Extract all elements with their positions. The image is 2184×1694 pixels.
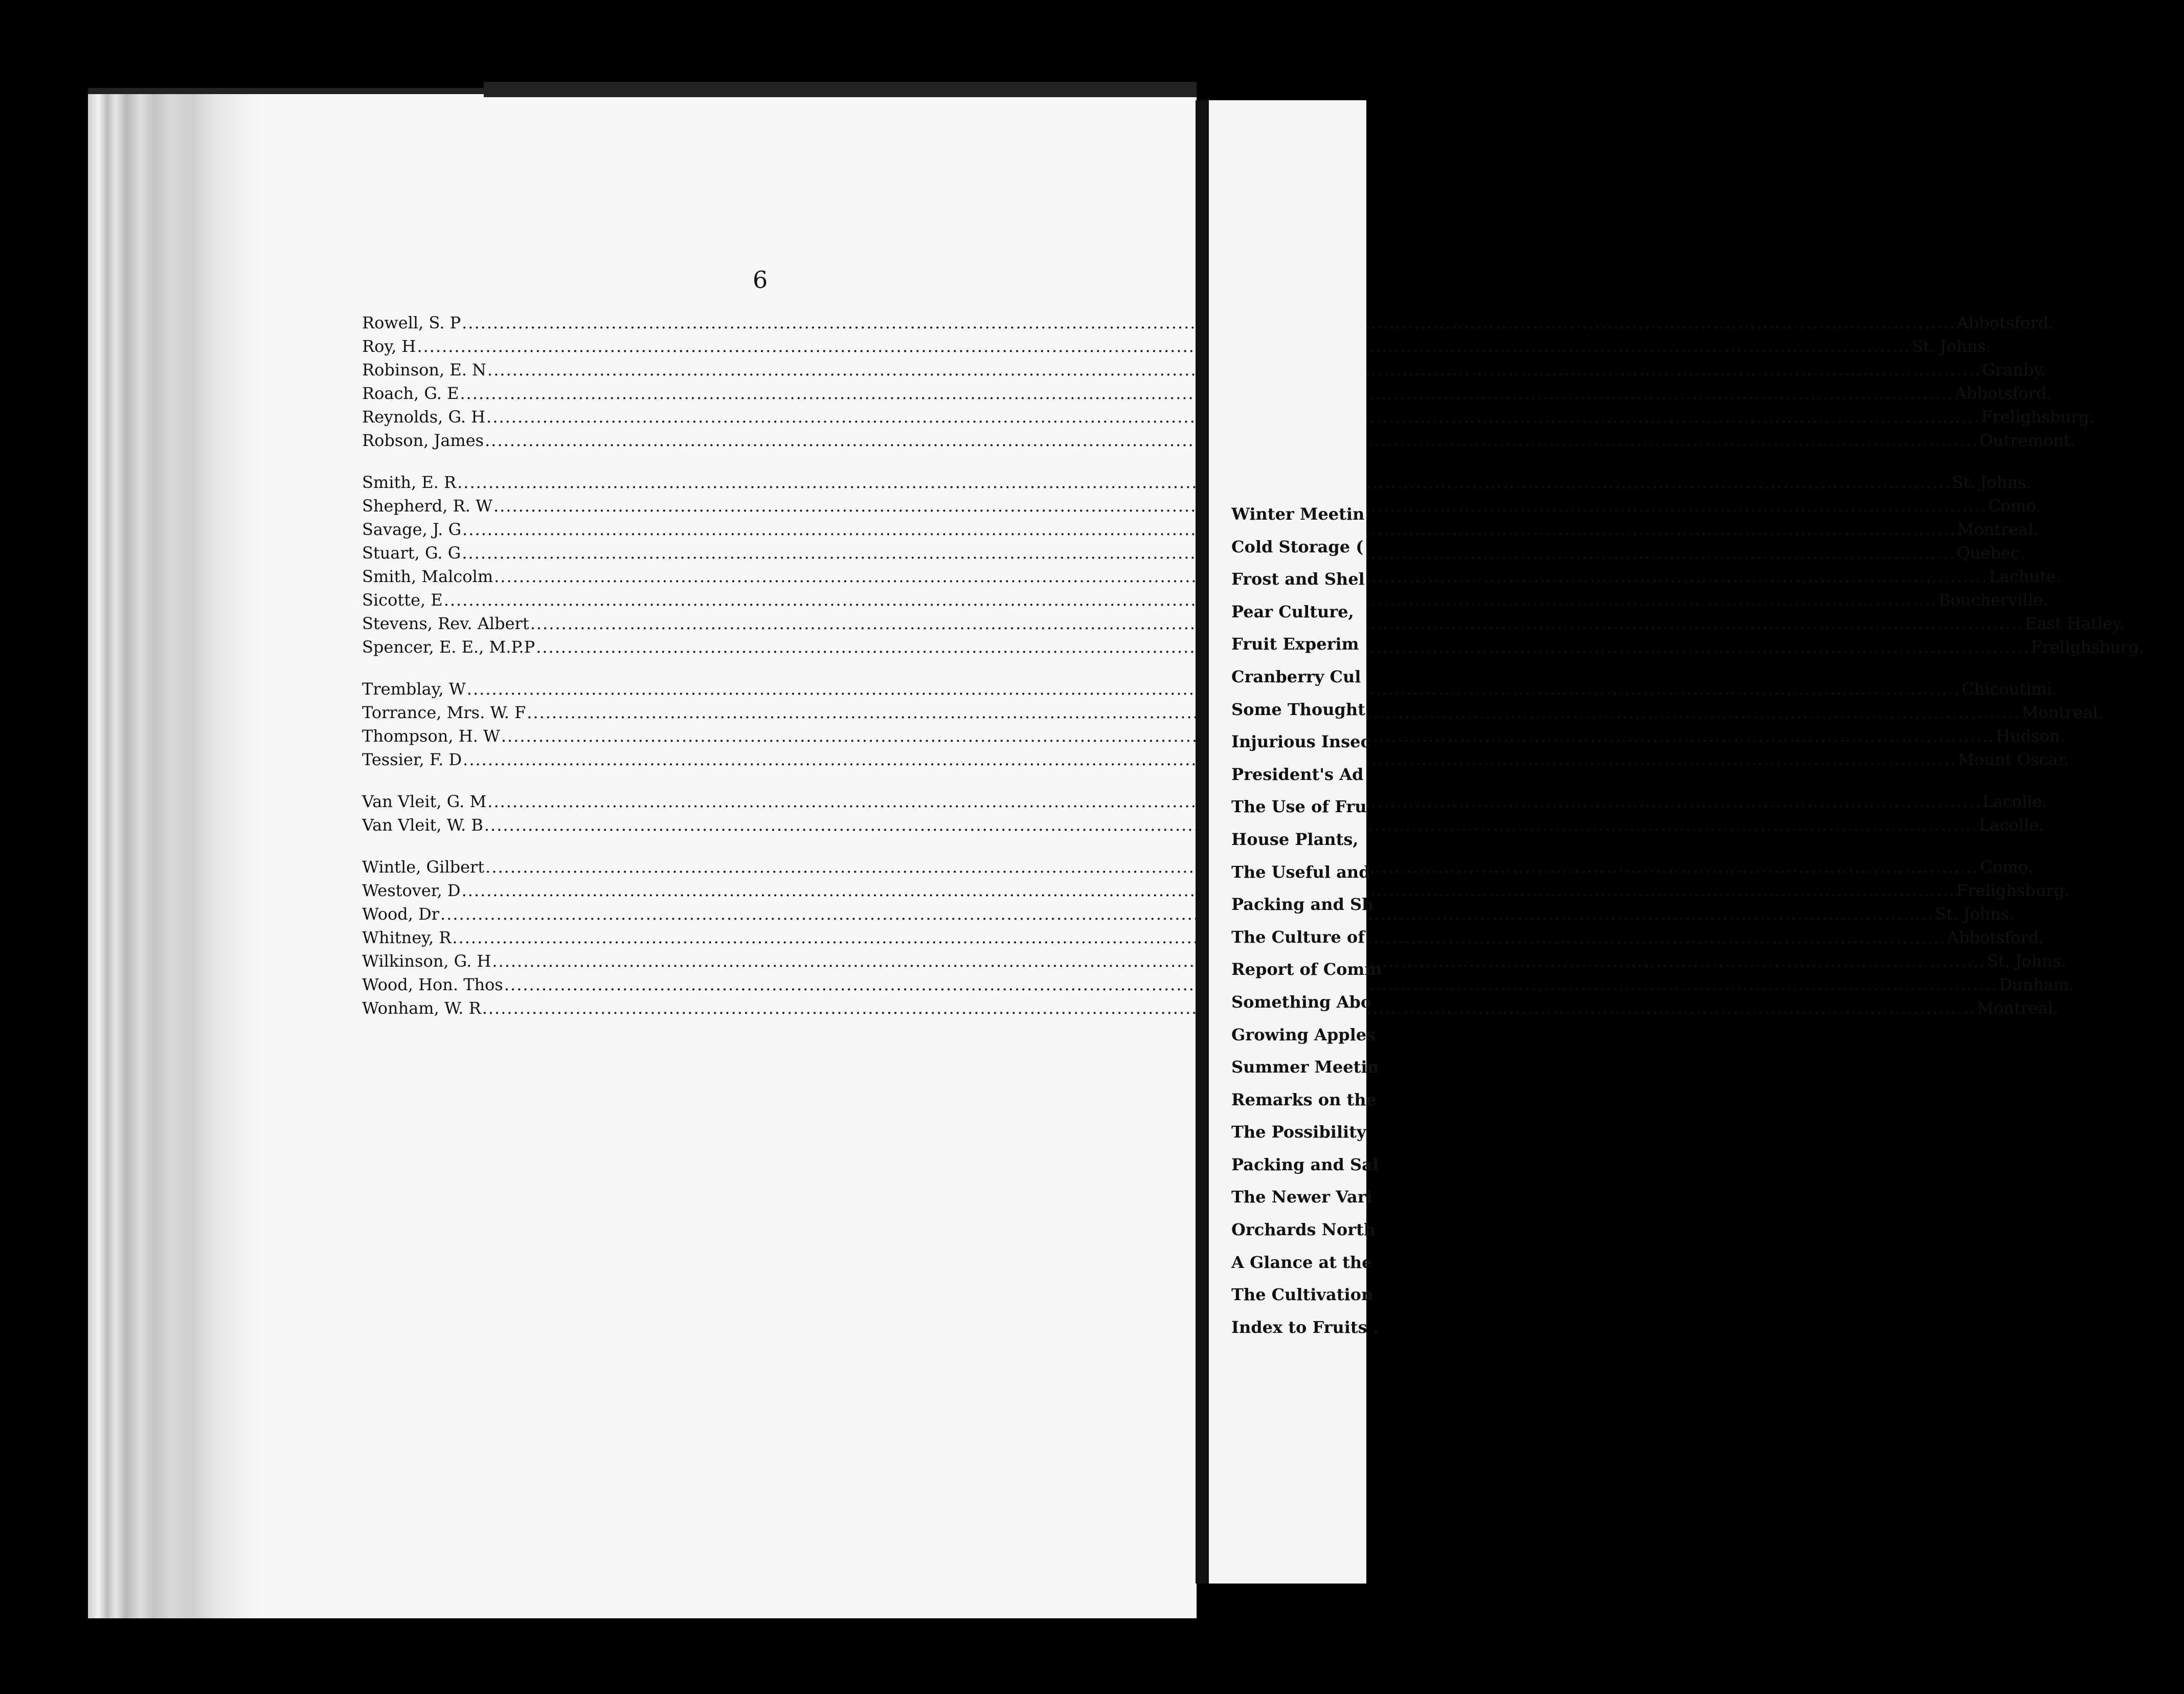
member-place: Montreal.	[1957, 520, 2039, 539]
member-name: Spencer, E. E., M.P.P	[362, 637, 535, 657]
member-place: Como.	[1980, 857, 2033, 877]
toc-entry: Fruit Experim	[1231, 634, 1359, 654]
list-item	[362, 313, 2054, 337]
group-spacer	[362, 839, 1022, 857]
toc-entry: Something Abo	[1231, 992, 1372, 1012]
member-place: Boucherville.	[1938, 590, 2048, 610]
list-item	[362, 431, 2076, 454]
member-name: Reynolds, G. H	[362, 407, 486, 427]
right-page	[1209, 100, 1382, 1584]
leader-dots	[444, 590, 1938, 610]
list-item	[362, 520, 2039, 543]
member-name: Smith, E. R	[362, 473, 457, 492]
member-place: Montreal.	[1976, 998, 2059, 1018]
toc-entry: Remarks on the	[1231, 1089, 1377, 1109]
toc-entry: The Use of Fru	[1231, 797, 1367, 817]
member-name: Wintle, Gilbert	[362, 857, 485, 877]
toc-entry: Cranberry Cul	[1231, 666, 1361, 686]
member-place: St. Johns.	[1911, 337, 1991, 356]
toc-entry: House Plants,	[1231, 829, 1359, 849]
toc-entry: Index to Fruits .	[1231, 1317, 1379, 1337]
toc-entry: Packing and Sal	[1231, 1154, 1379, 1174]
member-name: Roach, G. E	[362, 384, 459, 403]
member-name: Tremblay, W	[362, 679, 466, 699]
toc-entry: The Newer Vari	[1231, 1187, 1372, 1207]
member-place: Dunham.	[1999, 975, 2075, 994]
member-name: Westover, D	[362, 881, 461, 900]
toc-entry: Winter Meetin	[1231, 504, 1365, 524]
page-number: 6	[753, 266, 768, 294]
member-place: Lacolle.	[1979, 815, 2044, 835]
member-name: Rowell, S. P	[362, 313, 461, 332]
toc-entry: President's Ad	[1231, 764, 1364, 784]
member-name: Van Vleit, G. M	[362, 792, 487, 811]
toc-entry: The Culture of	[1231, 927, 1365, 947]
member-name: Stuart, G. G	[362, 543, 461, 563]
list-item	[362, 473, 2032, 496]
member-place: Frelighsburg.	[1981, 407, 2095, 427]
member-name: Wonham, W. R	[362, 998, 481, 1018]
member-name: Roy, H	[362, 337, 416, 356]
toc-entry: A Glance at the	[1231, 1252, 1372, 1272]
list-item	[362, 360, 2046, 384]
member-name: Savage, J. G	[362, 520, 462, 539]
member-place: St. Johns.	[1952, 473, 2032, 492]
member-name: Sicotte, E	[362, 590, 443, 610]
group-spacer	[362, 773, 1022, 792]
member-name: Tessier, F. D	[362, 750, 462, 769]
member-name: Robson, James	[362, 431, 484, 450]
member-place: St. Johns.	[1935, 904, 2015, 924]
list-item	[362, 750, 2069, 773]
toc-entry: Pear Culture,	[1231, 601, 1354, 621]
list-item	[362, 679, 2057, 703]
member-name: Thompson, H. W	[362, 726, 500, 746]
member-name: Smith, Malcolm	[362, 567, 493, 586]
toc-entry: Injurious Insec	[1231, 732, 1370, 752]
leader-dots	[417, 337, 1910, 356]
member-place: Hudson.	[1996, 726, 2065, 746]
list-item	[362, 614, 2125, 637]
list-item	[362, 384, 2052, 407]
toc-entry: Some Thought	[1231, 699, 1365, 719]
member-name: Wilkinson, G. H	[362, 951, 491, 971]
member-place: Chicoutimi.	[1962, 679, 2057, 699]
page-top-shadow-right	[484, 82, 1197, 97]
list-item	[362, 975, 2075, 998]
member-place: Mount Oscar.	[1957, 750, 2069, 769]
member-place: Como.	[1988, 496, 2041, 516]
member-place: Lacolle.	[1982, 792, 2047, 811]
member-name: Wood, Hon. Thos	[362, 975, 503, 994]
member-place: Abbotsford.	[1947, 928, 2044, 947]
book-page-edge	[88, 88, 262, 1618]
group-spacer	[362, 454, 1022, 473]
toc-entry: Packing and Sh	[1231, 895, 1374, 915]
member-place: Montreal.	[2021, 703, 2103, 722]
list-item	[362, 407, 2095, 431]
leader-dots	[440, 904, 1934, 924]
toc-entry: Cold Storage (	[1231, 537, 1364, 556]
member-name: Shepherd, R. W	[362, 496, 492, 516]
list-item	[362, 881, 2070, 904]
group-spacer	[362, 661, 1022, 679]
member-place: Abbotsford.	[1954, 384, 2052, 403]
member-name: Van Vleit, W. B	[362, 815, 483, 835]
toc-entry: Summer Meetin	[1231, 1057, 1379, 1077]
toc-entry: Growing Apples	[1231, 1024, 1376, 1044]
member-place: Lachute.	[1989, 567, 2061, 586]
member-place: Frelighsburg.	[2031, 637, 2144, 657]
toc-entry: Report of Comm	[1231, 960, 1382, 979]
list-item	[362, 337, 1991, 360]
toc-entry: The Useful and	[1231, 862, 1370, 882]
member-place: Outremont.	[1979, 431, 2076, 450]
member-place: Frelighsburg.	[1956, 881, 2070, 900]
table-of-contents	[1231, 504, 1538, 1350]
member-place: Granby.	[1982, 360, 2046, 380]
member-name: Torrance, Mrs. W. F	[362, 703, 526, 722]
toc-entry: The Possibility	[1231, 1122, 1366, 1142]
toc-entry: Orchards North	[1231, 1220, 1376, 1240]
toc-entry: Frost and Shel	[1231, 569, 1365, 589]
member-name: Robinson, E. N	[362, 360, 487, 380]
member-place: Abbotsford.	[1956, 313, 2054, 332]
member-name: Stevens, Rev. Albert	[362, 614, 529, 633]
member-name: Whitney, R	[362, 928, 452, 947]
member-place: Quebec.	[1956, 543, 2025, 563]
member-place: St. Johns.	[1987, 951, 2066, 971]
member-place: East Hatley.	[2024, 614, 2125, 633]
member-name: Wood, Dr	[362, 904, 440, 924]
toc-entry: The Cultivation	[1231, 1285, 1374, 1305]
